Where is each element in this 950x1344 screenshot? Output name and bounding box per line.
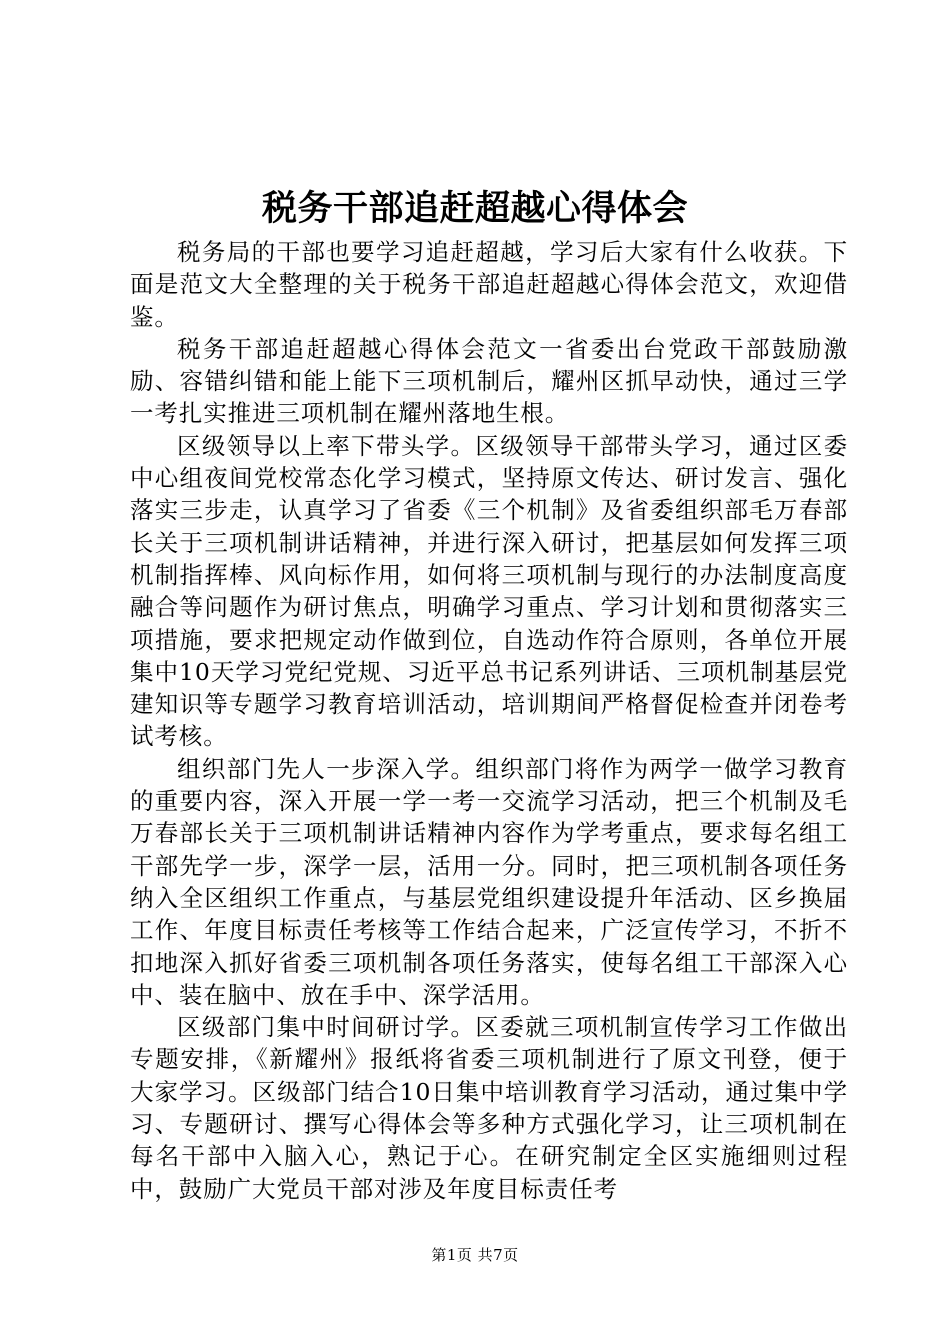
document-body (130, 236, 848, 1205)
paragraph-organization-dept: 组织部门先人一步深入学。组织部门将作为两学一做学习教育的重要内容，深入开展一学一考一交流学习活动，把三个机制及毛万春部长关于三项机制讲话精神内容作为学考重点，要求每名组工干部先学一步，深学一层，活用一分。同时，把三项机制各项任务纳入全区组织工作重点，与基层党组织建设提升年活动、区乡换届工作、年度目标责任考核等工作结合起来，广泛宣传学习，不折不扣地深入抓好省委三项机制各项任务落实，使每名组工干部深入心中、装在脑中、放在手中、深学活用。 (130, 754, 848, 1009)
paragraph-essay-one-opening: 税务干部追赶超越心得体会范文一省委出台党政干部鼓励激励、容错纠错和能上能下三项机制后，耀州区抓早动快，通过三学一考扎实推进三项机制在耀州落地生根。 (130, 334, 848, 428)
paragraph-intro: 税务局的干部也要学习追赶超越，学习后大家有什么收获。下面是范文大全整理的关于税务干部追赶超越心得体会范文，欢迎借鉴。 (130, 238, 848, 331)
document-title: 税务干部追赶超越心得体会 (261, 188, 688, 229)
paragraph-district-leaders: 区级领导以上率下带头学。区级领导干部带头学习，通过区委中心组夜间党校常态化学习模式，坚持原文传达、研讨发言、强化落实三步走，认真学习了省委《三个机制》及省委组织部毛万春部长关于三项机制讲话精神，并进行深入研讨，把基层如何发挥三项机制指挥棒、风向标作用，如何将三项机制与现行的办法制度高度融合等问题作为研讨焦点，明确学习重点、学习计划和贯彻落实三项措施，要求把规定动作做到位，自选动作符合原则，各单位开展集中10天学习党纪党规、习近平总书记系列讲话、三项机制基层党建知识等专题学习教育培训活动，培训期间严格督促检查并闭卷考试考核。 (130, 431, 848, 751)
paragraph-district-departments: 区级部门集中时间研讨学。区委就三项机制宣传学习工作做出专题安排，《新耀州》报纸将省委三项机制进行了原文刊登，便于大家学习。区级部门结合10日集中培训教育学习活动，通过集中学习、专题研讨、撰写心得体会等多种方式强化学习，让三项机制在每名干部中入脑入心，熟记于心。在研究制定全区实施细则过程中，鼓励广大党员干部对涉及年度目标责任考 (130, 1013, 848, 1203)
page-number-footer: 第1页 共7页 (431, 1246, 519, 1264)
